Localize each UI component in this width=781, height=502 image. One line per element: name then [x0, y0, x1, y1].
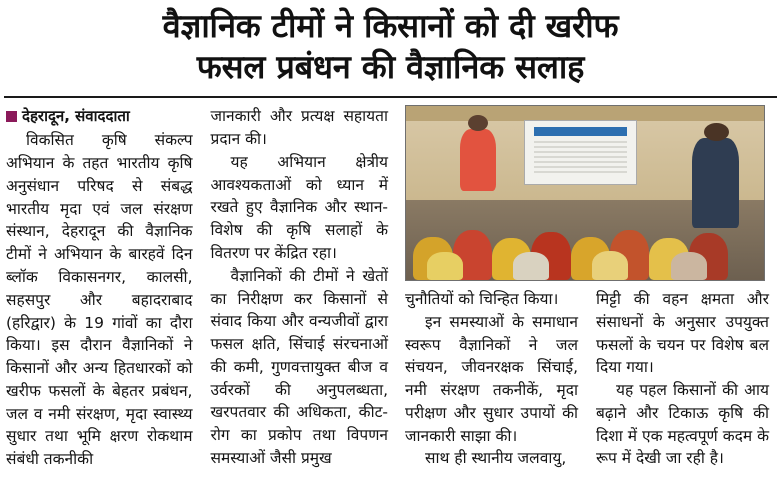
paragraph: चुनौतियों को चिन्हित किया।: [405, 290, 559, 308]
article-column-4: [587, 288, 769, 470]
photo-attendee: [592, 251, 628, 280]
paragraph: इन समस्याओं के समाधान स्वरूप वैज्ञानिकों ने जल संचयन, जीवनरक्षक सिंचाई, नमी संरक्षण तकनीकें, मृदा परीक्षण और सुधार उपायों की जानकारी साझा की।: [405, 312, 579, 445]
photo-attendee: [427, 252, 463, 280]
photo-attendee: [513, 252, 549, 280]
paragraph: यह पहल किसानों की आय बढ़ाने और टिकाऊ कृषि की दिशा में एक महत्वपूर्ण कदम के रूप में देखी जा रही है।: [596, 381, 770, 468]
photo-attendee: [671, 252, 707, 280]
paragraph: यह अभियान क्षेत्रीय आवश्यकताओं को ध्यान में रखते हुए वैज्ञानिक और स्थान-विशेष की कृषि सलाहों के वितरण पर केंद्रित रहा।: [210, 152, 389, 262]
paragraph: जानकारी और प्रत्यक्ष सहायता प्रदान की।: [210, 107, 389, 149]
farmers-meeting-photo: [405, 105, 765, 281]
page-title: [0, 0, 781, 89]
paragraph: वैज्ञानिकों की टीमों ने खेतों का निरीक्षण कर किसानों से संवाद किया और वन्यजीवों द्वारा फसल क्षति, सिंचाई संरचनाओं की कमी, गुणवत्तायुक्त बीज व उर्वरकों की अनुपलब्धता, खरपतवार की अधिकता, कीट-रोग का प्रकोप तथा विपणन समस्याओं जैसी प्रमुख: [210, 266, 389, 467]
photo-audience: [406, 197, 764, 280]
headline-line-2: फसल प्रबंधन की वैज्ञानिक सलाह: [196, 47, 585, 86]
article-column-1: [6, 105, 202, 470]
byline: [6, 105, 193, 127]
article-right-block: [397, 105, 776, 470]
headline-line-1: वैज्ञानिक टीमों ने किसानों को दी खरीफ: [162, 7, 619, 45]
article-right-columns: [405, 288, 776, 470]
photo-wall-band: [406, 106, 764, 121]
article-body: [0, 98, 781, 470]
article-column-3: [405, 288, 587, 470]
photo-speaker-left: [460, 129, 496, 192]
byline-location: देहरादून, संवाददाता: [22, 107, 130, 126]
article-column-2: [202, 105, 398, 470]
paragraph: विकसित कृषि संकल्प अभियान के तहत भारतीय कृषि अनुसंधान परिषद से संबद्ध भारतीय मृदा एवं जल संरक्षण संस्थान, देहरादून की वैज्ञानिक टीमों ने अभियान के बारहवें दिन ब्लॉक विकासनगर, कालसी, सहसपुर और बहादराबाद (हरिद्वार) के 19 गांवों का दौरा किया। इस दौरान वैज्ञानिकों ने किसानों और अन्य हितधारकों को खरीफ फसलों के बेहतर प्रबंधन, जल व नमी संरक्षण, मृदा स्वास्थ्य सुधार तथा भूमि क्षरण रोकथाम संबंधी तकनीकी: [6, 131, 193, 469]
paragraph: मिट्टी की वहन क्षमता और संसाधनों के अनुसार उपयुक्त फसलों के चयन पर विशेष बल दिया गया।: [596, 290, 770, 377]
photo-banner: [524, 120, 637, 185]
byline-bullet-icon: [6, 111, 17, 122]
paragraph: साथ ही स्थानीय जलवायु,: [425, 449, 567, 468]
